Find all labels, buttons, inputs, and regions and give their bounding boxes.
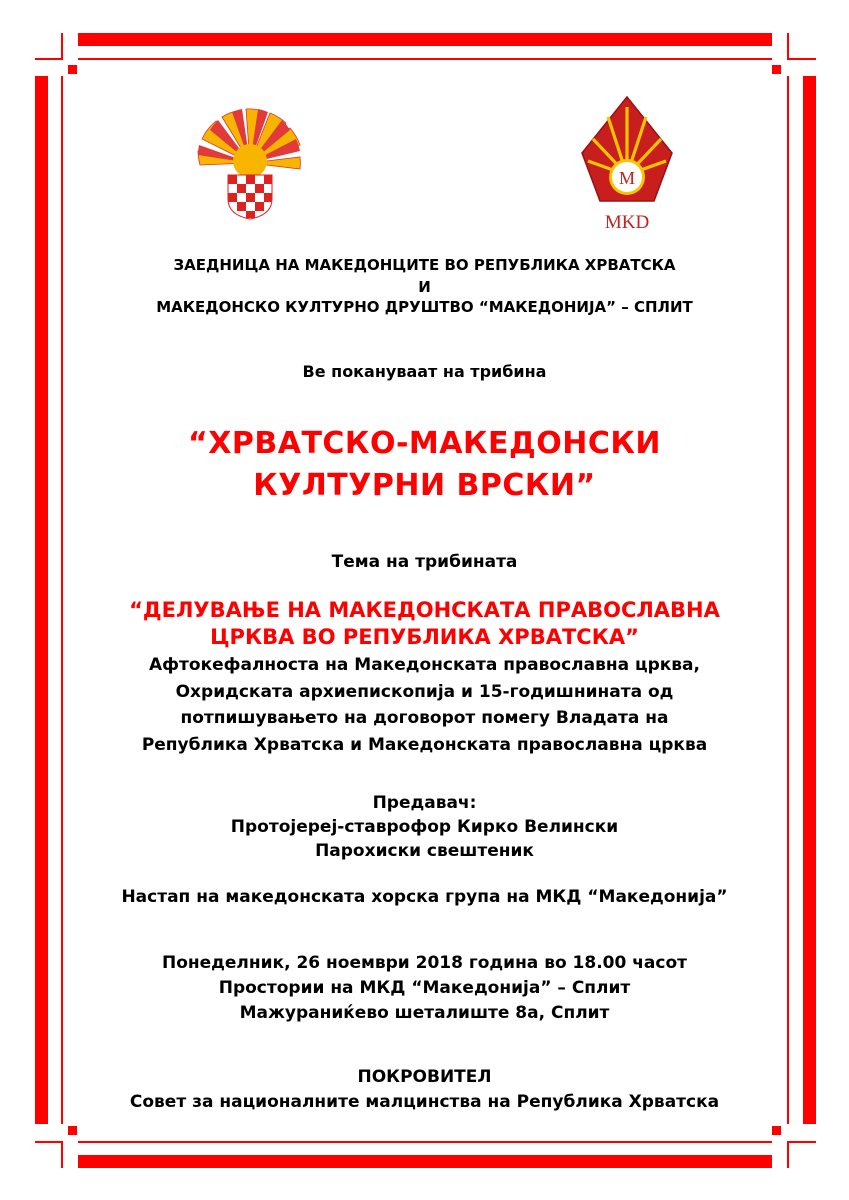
frame-corner-bl — [61, 1141, 63, 1168]
mkd-monogram: M — [618, 168, 636, 188]
frame-top-inner-line — [78, 58, 772, 60]
event-title-line-1: “ХРВАТСКО-МАКЕДОНСКИ — [188, 426, 661, 461]
lecturer-name: Протојереј-ставрофор Кирко Велински — [230, 817, 619, 837]
event-title-line-2: КУЛТУРНИ ВРСКИ” — [253, 468, 596, 503]
lecturer-label: Предавач: — [372, 793, 477, 813]
frame-corner-block-tl — [68, 65, 77, 74]
frame-corner-block-bl — [68, 1126, 77, 1135]
description-line-3: потпишувањето на договорот помегу Владата на — [180, 708, 669, 728]
frame-corner-tr — [787, 33, 789, 60]
frame-corner-br — [787, 1141, 789, 1168]
frame-corner-tr2 — [787, 58, 816, 60]
topic-heading: Тема на трибината — [331, 552, 518, 572]
organizer-conjunction: И — [418, 278, 431, 296]
description-line-1: Афтокефалноста на Македонската православна црква, — [149, 655, 700, 675]
patron-name: Совет за националните малцинства на Република Хрватска — [129, 1092, 720, 1112]
description-line-2: Охридската архиепископија и 15-годишнината од — [175, 682, 674, 702]
mkd-emblem-icon — [578, 95, 676, 235]
macedonian-croatian-emblem-icon — [196, 103, 304, 221]
patron-label: ПОКРОВИТЕЛ — [357, 1067, 492, 1087]
frame-corner-block-br — [772, 1126, 781, 1135]
frame-corner-block-tr — [772, 65, 781, 74]
event-date-time: Понеделник, 26 ноември 2018 година во 18.00 часот — [161, 953, 688, 973]
frame-bottom-bar — [78, 1155, 772, 1168]
frame-corner-tl2 — [35, 58, 63, 60]
description-line-4: Република Хрватска и Македонската православна црква — [141, 735, 708, 755]
topic-line-1: “ДЕЛУВАЊЕ НА МАКЕДОНСКАТА ПРАВОСЛАВНА — [129, 598, 720, 622]
frame-corner-tl — [61, 33, 63, 60]
organizer-line-1: ЗАЕДНИЦА НА МАКЕДОНЦИТЕ ВО РЕПУБЛИКА ХРВАТСКА — [173, 256, 676, 274]
frame-bottom-inner-line — [78, 1141, 772, 1143]
lecturer-role: Парохиски свештеник — [315, 841, 534, 861]
mkd-caption: MKD — [604, 212, 650, 233]
frame-corner-bl2 — [35, 1141, 63, 1143]
frame-top-bar — [78, 33, 772, 46]
invitation-text: Ве покануваат на трибина — [302, 362, 547, 381]
organizer-line-2: МАКЕДОНСКО КУЛТУРНО ДРУШТВО “МАКЕДОНИЈА” – СПЛИТ — [156, 298, 693, 316]
performance-text: Настап на македонската хорска група на МКД “Македонија” — [121, 887, 728, 907]
event-address: Мажураниќево шеталиште 8а, Сплит — [239, 1003, 610, 1023]
frame-corner-br2 — [787, 1141, 816, 1143]
event-venue: Простории на МКД “Македонија” – Сплит — [218, 978, 631, 998]
topic-line-2: ЦРКВА ВО РЕПУБЛИКА ХРВАТСКА” — [210, 625, 639, 649]
